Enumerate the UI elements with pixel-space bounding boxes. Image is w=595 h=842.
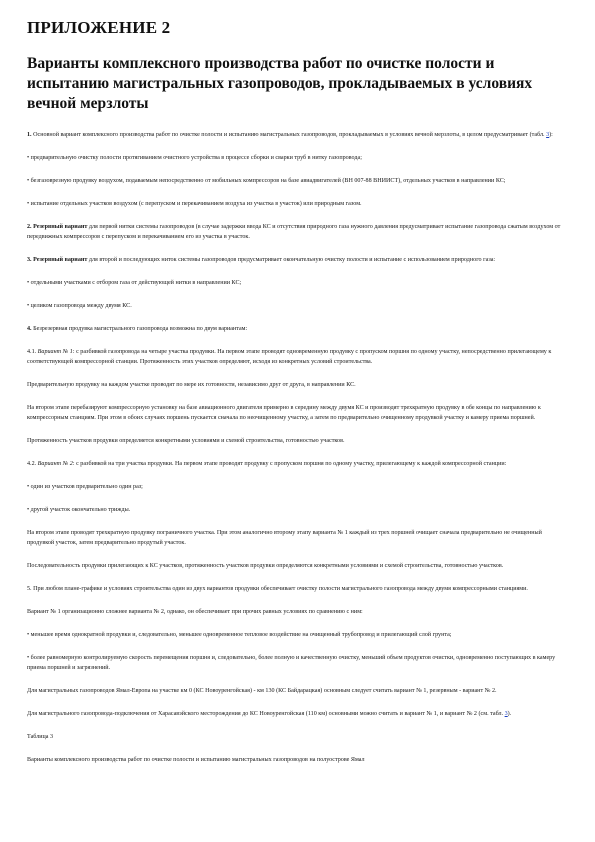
paragraph-text: • отдельными участками с отбором газа от действующей нитки в направлении КС; xyxy=(27,280,242,286)
paragraph xyxy=(27,153,569,163)
paragraph xyxy=(27,482,569,492)
paragraph-text: Для магистрального газопровода-подключения от Харасавэйского месторождения до КС Новоуренгойская (110 км) основными можно считать и вариант № 1, и вариант № 2 (см. табл. xyxy=(27,711,505,717)
paragraph-text: • безгазоврезную продувку воздухом, подаваемым непосредственно от мобильных компрессоров на базе авиадвигателей (ВН 007-88 ВНИИСТ), отдельных участков в направлении КС; xyxy=(27,178,506,184)
paragraph xyxy=(27,436,569,446)
paragraph-text: Безрезервная продувка магистрального газопровода возможна по двум вариантам: xyxy=(31,326,248,332)
paragraph-prefix: 4.2. xyxy=(27,461,38,467)
paragraph-text: Таблица 3 xyxy=(27,734,54,740)
paragraph xyxy=(27,380,569,390)
paragraph-text: : с разбивкой на три участка продувки. На первом этапе проводят продувку с пропуском поршня по одному участку, прилегающему к каждой компрессорной станции: xyxy=(72,461,507,467)
paragraph xyxy=(27,130,569,140)
paragraph xyxy=(27,755,569,765)
paragraph-text: На втором этапе проводят трехкратную продувку пограничного участка. При этом аналогично второму этапу варианта № 1 каждый из трех поршней очищает сначала предварительно не очищенный продувкой участок, затем предварительно продутый участок. xyxy=(27,530,542,546)
paragraph-tail: ): xyxy=(549,132,553,138)
paragraph-text: Вариант № 1 организационно сложнее варианта № 2, однако, он обеспечивает при прочих равных условиях по сравнению с ним: xyxy=(27,609,363,615)
paragraph-text: Протяженность участков продувки определяется конкретными условиями и схемой строительства, готовностью участков. xyxy=(27,438,345,444)
paragraph-lead: 2. Резервный вариант xyxy=(27,224,88,230)
paragraph xyxy=(27,607,569,617)
table-reference-link[interactable]: 3 xyxy=(504,711,508,717)
paragraph-text: • испытание отдельных участков воздухом (с перепуском и перекачиванием воздуха из участка в участок) или природным газом. xyxy=(27,201,362,207)
paragraph-text: Варианты комплексного производства работ по очистке полости и испытанию магистральных газопроводов на полуострове Ямал xyxy=(27,757,365,763)
paragraph xyxy=(27,176,569,186)
paragraph-prefix: 4.1. xyxy=(27,349,38,355)
paragraph-text: • другой участок окончательно трижды. xyxy=(27,507,131,513)
paragraph xyxy=(27,222,569,242)
paragraph-text: для второй и последующих ниток системы газопроводов предусматривает окончательную очистку полости и испытание с использованием природного газа: xyxy=(87,257,496,263)
paragraph-text: На втором этапе перебазируют компрессорную установку на базе авиационного двигателя примерно в середину между двумя КС и производят трехкратную продувку в обе концы по направлению к компрессорным станциям. При этом в обоих случаях поршень пускается сначала по неочищенному участку, а затем по предварительно очищенному продувкой участку и камеру приема поршней. xyxy=(27,405,541,421)
appendix-title: ПРИЛОЖЕНИЕ 2 xyxy=(27,18,171,37)
paragraph xyxy=(27,278,569,288)
paragraph xyxy=(27,403,569,423)
paragraph xyxy=(27,301,569,311)
paragraph-text: Для магистральных газопроводов Ямал-Европа на участке км 0 (КС Новоуренгойская) - км 130 (КС Байдарацкая) основным следует считать вариант № 1, резервным - вариант № 2. xyxy=(27,688,497,694)
paragraph xyxy=(27,324,569,334)
paragraph xyxy=(27,732,569,742)
variant-label: Вариант № 1 xyxy=(37,349,73,355)
document-heading: Варианты комплексного производства работ по очистке полости и испытанию магистральных газопроводов, прокладываемых в условиях вечной мерзлоты xyxy=(27,55,533,112)
paragraph-text: Основной вариант комплексного производства работ по очистке полости и испытанию магистральных газопроводов, прокладываемых в условиях вечной мерзлоты, в целом предусматривает (табл. xyxy=(31,132,547,138)
paragraph xyxy=(27,199,569,209)
document-body xyxy=(27,130,569,765)
paragraph-text: Предварительную продувку на каждом участке проводят по мере их готовности, независимо друг от друга, в направлении КС. xyxy=(27,382,356,388)
paragraph xyxy=(27,686,569,696)
table-reference-link[interactable]: 3 xyxy=(546,132,550,138)
paragraph-lead: 3. Резервный вариант xyxy=(27,257,88,263)
paragraph-lead: 1. xyxy=(27,132,32,138)
paragraph-text: • один из участков предварительно один раз; xyxy=(27,484,143,490)
paragraph-text: • меньшее время однократной продувки и, следовательно, меньшее одновременное тепловое воздействие на очищенный трубопровод и прилегающий слой грунта; xyxy=(27,632,452,638)
paragraph-text: : с разбивкой газопровода на четыре участка продувки. На первом этапе проводят одновременную продувку с пропуском поршня по одному участку, непосредственно прилегающему к соответствующей компрессорной станции. Протяженность этих участков определяют, исходя из конкретных условий строительства. xyxy=(27,349,552,365)
paragraph xyxy=(27,505,569,515)
paragraph-text: для первой нитки системы газопроводов (в случае задержки ввода КС и отсутствия природного газа нужного давления предусматривает испытание газопровода сжатым воздухом от передвижных компрессоров с перепуском и перекачиванием его из участка в участок. xyxy=(27,224,561,240)
paragraph-text: • целиком газопровода между двумя КС. xyxy=(27,303,132,309)
paragraph xyxy=(27,347,569,367)
paragraph xyxy=(27,561,569,571)
paragraph xyxy=(27,653,569,673)
paragraph-text: • более равномерную контролируемую скорость перемещения поршня и, следовательно, более полную и качественную очистку, меньший объем продуктов очистки, одновременно поступающих в камеру приема поршней и загрязнений. xyxy=(27,655,556,671)
variant-label: Вариант № 2 xyxy=(37,461,73,467)
paragraph-tail: ). xyxy=(507,711,512,717)
paragraph-text: 5. При любом плане-графике и условиях строительства один из двух вариантов продувки обеспечивает очистку полости магистрального газопровода между двумя компрессорными станциями. xyxy=(27,586,528,592)
paragraph xyxy=(27,255,569,265)
paragraph xyxy=(27,709,569,719)
paragraph xyxy=(27,528,569,548)
paragraph-lead: 4. xyxy=(27,326,32,332)
paragraph-text: Последовательность продувки прилегающих к КС участков, протяженность участков продувки определяются конкретными условиями и схемой строительства, готовностью участков. xyxy=(27,563,504,569)
paragraph xyxy=(27,584,569,594)
paragraph xyxy=(27,630,569,640)
paragraph-text: • предварительную очистку полости протягиванием очистного устройства в процессе сборки и сварки труб в нитку газопровода; xyxy=(27,155,362,161)
paragraph xyxy=(27,459,569,469)
